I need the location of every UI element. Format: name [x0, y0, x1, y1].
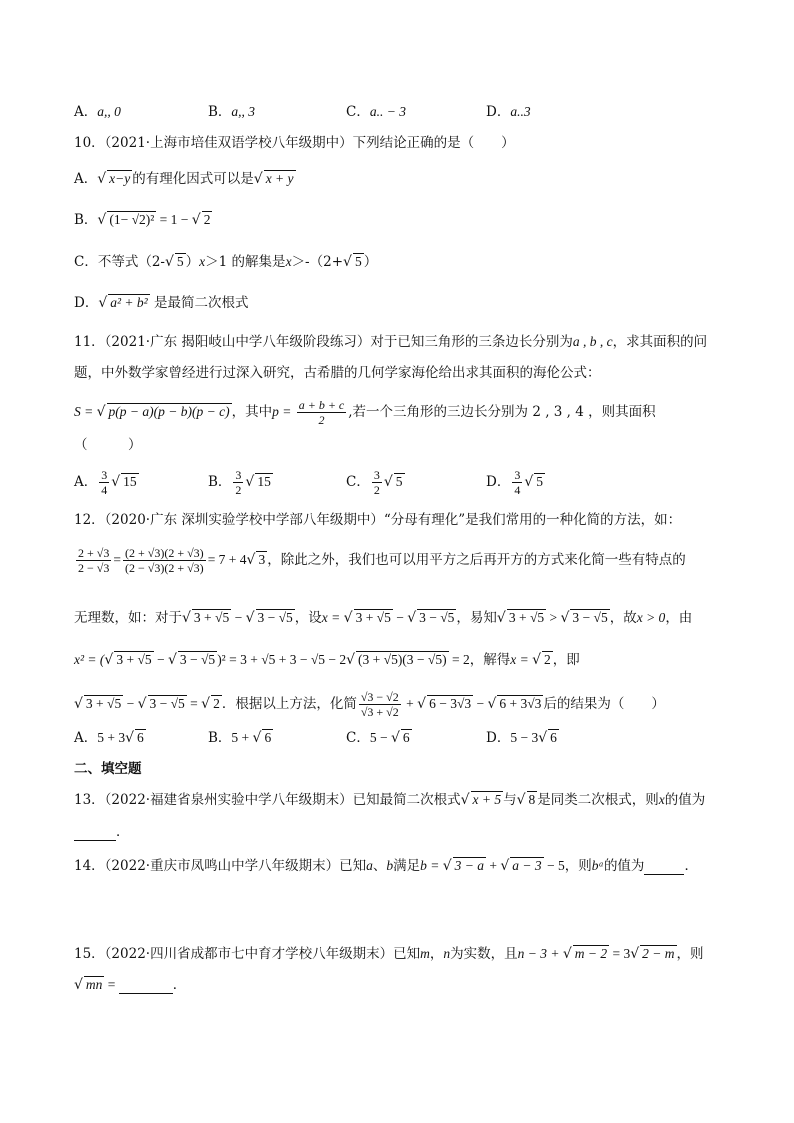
expression: bᵃ	[591, 858, 604, 873]
stem-text: 15．（2022·四川省成都市七中育才学校八年级期末）已知	[74, 946, 421, 962]
q10-option-c[interactable]	[74, 253, 377, 271]
radicand: 5	[395, 474, 403, 489]
option-label: A．	[74, 474, 98, 490]
answer-blank[interactable]	[119, 979, 173, 994]
operator: >	[546, 610, 561, 625]
stem-text: 、	[372, 858, 387, 874]
stem-text: 的值为	[664, 792, 706, 808]
q9-option-c[interactable]	[346, 103, 406, 121]
variable: n	[443, 946, 451, 961]
formula-s: S =	[74, 404, 97, 419]
q12-stem-line5: √ 3 + √5 − √ 3 − √5 = √ 2 ．根据以上方法，化简 $\frac{√3 - √2}{√3 + √2}$ + √ 6 − 3√3 − √ 6 + 3√3 后的结果为（ ）	[74, 690, 665, 719]
stem-text: ．	[684, 858, 698, 874]
stem-text: 与	[503, 792, 517, 808]
radicand: 3 + √5	[85, 696, 122, 711]
radicand: 3 − √5	[179, 652, 216, 667]
denominator: (2 − √3)(2 + √3)	[124, 561, 204, 575]
radical-sign: √	[383, 474, 393, 490]
operator: +	[402, 696, 418, 711]
denominator: 4	[514, 483, 521, 497]
q15-stem-line1: 15．（2022·四川省成都市七中育才学校八年级期末）已知m，n为实数，且n − 3 + √ m − 2 = 3√ 2 − m ，则	[74, 946, 704, 962]
radicand: 6 + 3√3	[499, 696, 542, 711]
variable: x =	[321, 610, 344, 625]
option-expr: a..3	[510, 104, 531, 119]
radicand: 6	[137, 730, 144, 745]
radicand: 3 − √5	[149, 696, 185, 711]
stem-text: 是同类二次根式，则	[537, 792, 659, 808]
variable: x	[285, 254, 292, 269]
radicand: 3 − a	[454, 858, 484, 873]
option-label: C．	[346, 730, 370, 746]
fraction	[123, 546, 206, 575]
variable: a	[366, 858, 373, 873]
stem-text: 满足	[393, 858, 421, 874]
q12-stem-line2: $\frac{2 + √3}{2 - √3}$ = $\frac{(2 + √3)(2 + √3)}{(2 - √3)(2 + √3)}$ = 7 + 4√ 3 ，除此之外，我们也可以用平方之后再开方的方式来化简一些有特点的	[78, 546, 686, 575]
q15-answer-line: √ mn = ．	[74, 977, 187, 993]
q10-option-a[interactable]	[74, 170, 296, 188]
radical-sign: √	[524, 474, 534, 490]
radicand: 6	[264, 730, 272, 745]
operator: =	[104, 977, 119, 992]
radicand: 5	[176, 254, 184, 269]
radicand: m − 2	[574, 946, 608, 961]
option-label: B．	[208, 730, 232, 746]
option-expr: 5 + 3	[97, 730, 126, 745]
equation-part: = 1 −	[156, 212, 192, 227]
variable: x > 0	[636, 610, 666, 625]
numerator: (2 + √3)(2 + √3)	[124, 546, 204, 560]
q12-option-b[interactable]: B．5 + √ 6	[208, 730, 272, 746]
radical-sign: √	[253, 171, 263, 187]
radicand: 3	[258, 552, 266, 567]
radicand: 3 + √5	[193, 610, 230, 625]
radical-sign: √	[97, 171, 107, 187]
option-text: ＞1 的解集是	[205, 254, 286, 270]
radicand: 6 − 3√3	[429, 696, 472, 711]
q12-option-d[interactable]: D．5 − 3√ 6	[486, 730, 557, 746]
radical-sign: √	[165, 254, 174, 270]
numerator: 3	[373, 468, 380, 482]
fraction	[99, 468, 109, 497]
option-text: 的有理化因式可以是	[132, 171, 254, 187]
stem-text: ，故	[609, 610, 637, 626]
stem-text: ，除此之外，我们也可以用平方之后再开方的方式来化简一些有特点的	[267, 552, 686, 568]
radical-sign: √	[191, 212, 201, 228]
option-label: A．	[74, 730, 98, 746]
stem-text: ．	[116, 824, 130, 840]
radicand: 2	[203, 212, 211, 227]
q13-answer-line	[74, 823, 130, 841]
operator: +	[486, 858, 501, 873]
q9-option-a[interactable]	[74, 103, 121, 121]
operator: −	[153, 652, 168, 667]
q11-formula-line	[74, 398, 656, 427]
answer-blank[interactable]	[644, 860, 684, 875]
stem-text: ，由	[665, 610, 693, 626]
operator: −	[392, 610, 408, 625]
equation-part: = 7 + 4	[207, 552, 247, 567]
q12-option-c[interactable]: C．5 − √ 6	[346, 730, 410, 746]
option-label: C．	[74, 254, 98, 270]
denominator: √3 + √2	[360, 705, 399, 719]
q10-option-d[interactable]	[74, 294, 249, 312]
stem-text: 14．（2022·重庆市凤鸣山中学八年级期末）已知	[74, 858, 367, 874]
radicand: (3 + √5)(3 − √5)	[358, 652, 447, 667]
equation-part: b =	[420, 858, 443, 873]
equation-part: − 5	[543, 858, 565, 873]
radical-sign: √	[246, 552, 256, 568]
fraction	[372, 468, 382, 497]
section-title-fill-blank: 二、填空题	[74, 761, 142, 777]
numerator: 3	[235, 468, 242, 482]
q9-option-d[interactable]	[486, 103, 531, 121]
variable: x	[658, 792, 665, 807]
option-text: ）	[363, 254, 378, 270]
equation-part: n − 3 +	[517, 946, 563, 961]
radicand: 6	[550, 730, 557, 745]
variable: x	[199, 254, 206, 269]
radicand: a² + b²	[110, 295, 148, 310]
radicand: x + y	[265, 171, 294, 186]
option-expr: 5 −	[369, 730, 391, 745]
radicand: 2	[213, 696, 220, 711]
denominator: 2	[318, 413, 325, 427]
stem-text: 无理数，如：对于	[74, 610, 182, 626]
option-label: A．	[74, 104, 98, 120]
radicand: 3 + √5	[355, 610, 391, 625]
radicand: p(p − a)(p − b)(p − c)	[108, 404, 230, 419]
option-label: B．	[74, 212, 98, 228]
radicand: 2 − m	[642, 946, 675, 961]
stem-text: ，	[429, 946, 444, 962]
operator: −	[473, 696, 488, 711]
stem-text: ，即	[552, 652, 580, 668]
denominator: 4	[101, 483, 108, 497]
stem-text: ，则	[564, 858, 592, 874]
radical-sign: √	[96, 404, 106, 420]
q14-stem: 14．（2022·重庆市凤鸣山中学八年级期末）已知a、b满足b = √ 3 − a + √ a − 3 − 5，则bᵃ的值为 ．	[74, 858, 698, 874]
radical-sign: √	[245, 474, 255, 490]
fraction	[76, 546, 111, 575]
denominator: 2 − √3	[78, 561, 110, 575]
q11-stem-line2: 题，中外数学家曾经进行过深入研究，古希腊的几何学家海伦给出求其面积的海伦公式：	[74, 365, 601, 381]
stem-text: ．根据以上方法，化简	[221, 696, 357, 712]
variable: x =	[510, 652, 533, 667]
option-text: 是最简二次根式	[149, 295, 249, 311]
formula-p: p =	[272, 404, 295, 419]
operator: =	[186, 696, 202, 711]
stem-text: ，解得	[469, 652, 511, 668]
option-text: ＞-（2+	[291, 254, 344, 270]
radicand: (1− √2)²	[109, 212, 155, 227]
radical-sign: √	[343, 254, 352, 270]
option-label: D．	[486, 474, 511, 490]
radical-sign: √	[97, 212, 107, 228]
fraction	[512, 468, 522, 497]
radicand: 5	[536, 474, 543, 489]
q11-option-b[interactable]	[208, 468, 273, 497]
operator: −	[231, 610, 246, 625]
radicand: 15	[257, 474, 271, 489]
stem-text: 后的结果为（ ）	[543, 696, 665, 712]
stem-text: ，设	[294, 610, 322, 626]
answer-blank[interactable]	[74, 826, 116, 841]
option-label: D．	[74, 295, 99, 311]
option-label: A．	[74, 171, 98, 187]
radicand: mn	[85, 977, 103, 992]
q13-stem-line1: 13．（2022·福建省泉州实验中学八年级期末）已知最简二次根式√ x + 5 与√ 8 是同类二次根式，则x的值为	[74, 792, 706, 808]
radicand: x−y	[109, 171, 131, 186]
equation-part: x² = (	[74, 652, 105, 667]
option-expr: a.. − 3	[369, 104, 406, 119]
stem-text: ，求其面积的问	[612, 334, 708, 350]
option-expr: 5 +	[231, 730, 253, 745]
q12-stem-line3: 无理数，如：对于√ 3 + √5 − √ 3 − √5 ，设x = √ 3 + √5 − √ 3 − √5 ，易知√ 3 + √5 > √ 3 − √5 ，故x > 0，由	[74, 610, 693, 626]
numerator: 3	[514, 468, 521, 482]
stem-text: ．	[172, 977, 187, 993]
q10-stem: 10．（2021·上海市培佳双语学校八年级期中）下列结论正确的是（ ）	[74, 135, 515, 151]
option-label: C．	[346, 474, 370, 490]
numerator: 3	[101, 468, 108, 482]
q11-answer-paren: （ ）	[74, 437, 142, 453]
variable: b	[386, 858, 394, 873]
operator: −	[123, 696, 138, 711]
radicand: 2	[543, 652, 551, 667]
radicand: 8	[528, 792, 536, 807]
q11-option-c[interactable]	[346, 468, 405, 497]
stem-text: ，则	[676, 946, 704, 962]
option-label: D．	[486, 104, 511, 120]
radicand: 3 + √5	[508, 610, 545, 625]
numerator: a + b + c	[298, 398, 345, 412]
numerator: 2 + √3	[78, 546, 110, 560]
option-label: D．	[486, 730, 511, 746]
radicand: 3 − √5	[572, 610, 608, 625]
q12-option-a[interactable]: A．5 + 3√ 6	[74, 730, 144, 746]
stem-text: ，易知	[456, 610, 497, 626]
radicand: 15	[123, 474, 137, 489]
variable: m	[420, 946, 430, 961]
denominator: 2	[373, 483, 380, 497]
radicand: 3 + √5	[116, 652, 152, 667]
option-text: 不等式（2-	[97, 254, 165, 270]
q9-option-b[interactable]	[208, 103, 255, 121]
q12-stem-line4: x² = (√ 3 + √5 − √ 3 − √5 )² = 3 + √5 + 3 − √5 − 2√ (3 + √5)(3 − √5) = 2，解得x = √ 2 ，即	[74, 652, 580, 668]
option-expr: 5 − 3	[510, 730, 539, 745]
stem-text: 为实数，且	[450, 946, 518, 962]
option-label: B．	[208, 104, 232, 120]
fraction	[233, 468, 243, 497]
stem-text: 13．（2022·福建省泉州实验中学八年级期末）已知最简二次根式	[74, 792, 461, 808]
q11-stem-line1	[74, 333, 707, 351]
radicand: 6	[402, 730, 410, 745]
fraction	[297, 398, 347, 427]
option-label: B．	[208, 474, 232, 490]
stem-text: 11．（2021·广东 揭阳岐山中学八年级阶段练习）对于已知三角形的三条边长分别为	[74, 334, 573, 350]
stem-text: ,若一个三角形的三边长分别为 2 , 3 , 4 ，则其面积	[348, 404, 656, 420]
radicand: x + 5	[472, 792, 502, 807]
numerator: √3 − √2	[360, 690, 399, 704]
radical-sign: √	[111, 474, 121, 490]
option-text: ）	[185, 254, 200, 270]
radicand: a − 3	[512, 858, 542, 873]
radicand: 3 − √5	[419, 610, 455, 625]
q11-option-d[interactable]	[486, 468, 545, 497]
radical-sign: √	[98, 295, 108, 311]
variables: a , b , c	[572, 334, 613, 349]
q10-option-b[interactable]	[74, 211, 212, 229]
q12-stem-line1: 12．（2020·广东 深圳实验学校中学部八年级期中）“分母有理化”是我们常用的一种化简的方法，如：	[74, 512, 682, 528]
equation-part: = 3	[609, 946, 631, 961]
radicand: 5	[354, 254, 362, 269]
denominator: 2	[235, 483, 242, 497]
option-expr: a,, 3	[231, 104, 256, 119]
fraction	[359, 690, 401, 719]
option-label: C．	[346, 104, 370, 120]
radicand: 3 − √5	[257, 610, 293, 625]
option-expr: a,, 0	[97, 104, 121, 119]
stem-text: ，其中	[231, 404, 273, 420]
equation-part: )² = 3 + √5 + 3 − √5 − 2	[217, 652, 347, 667]
q11-option-a[interactable]	[74, 468, 139, 497]
stem-text: 的值为	[603, 858, 645, 874]
equation-part: = 2	[448, 652, 470, 667]
